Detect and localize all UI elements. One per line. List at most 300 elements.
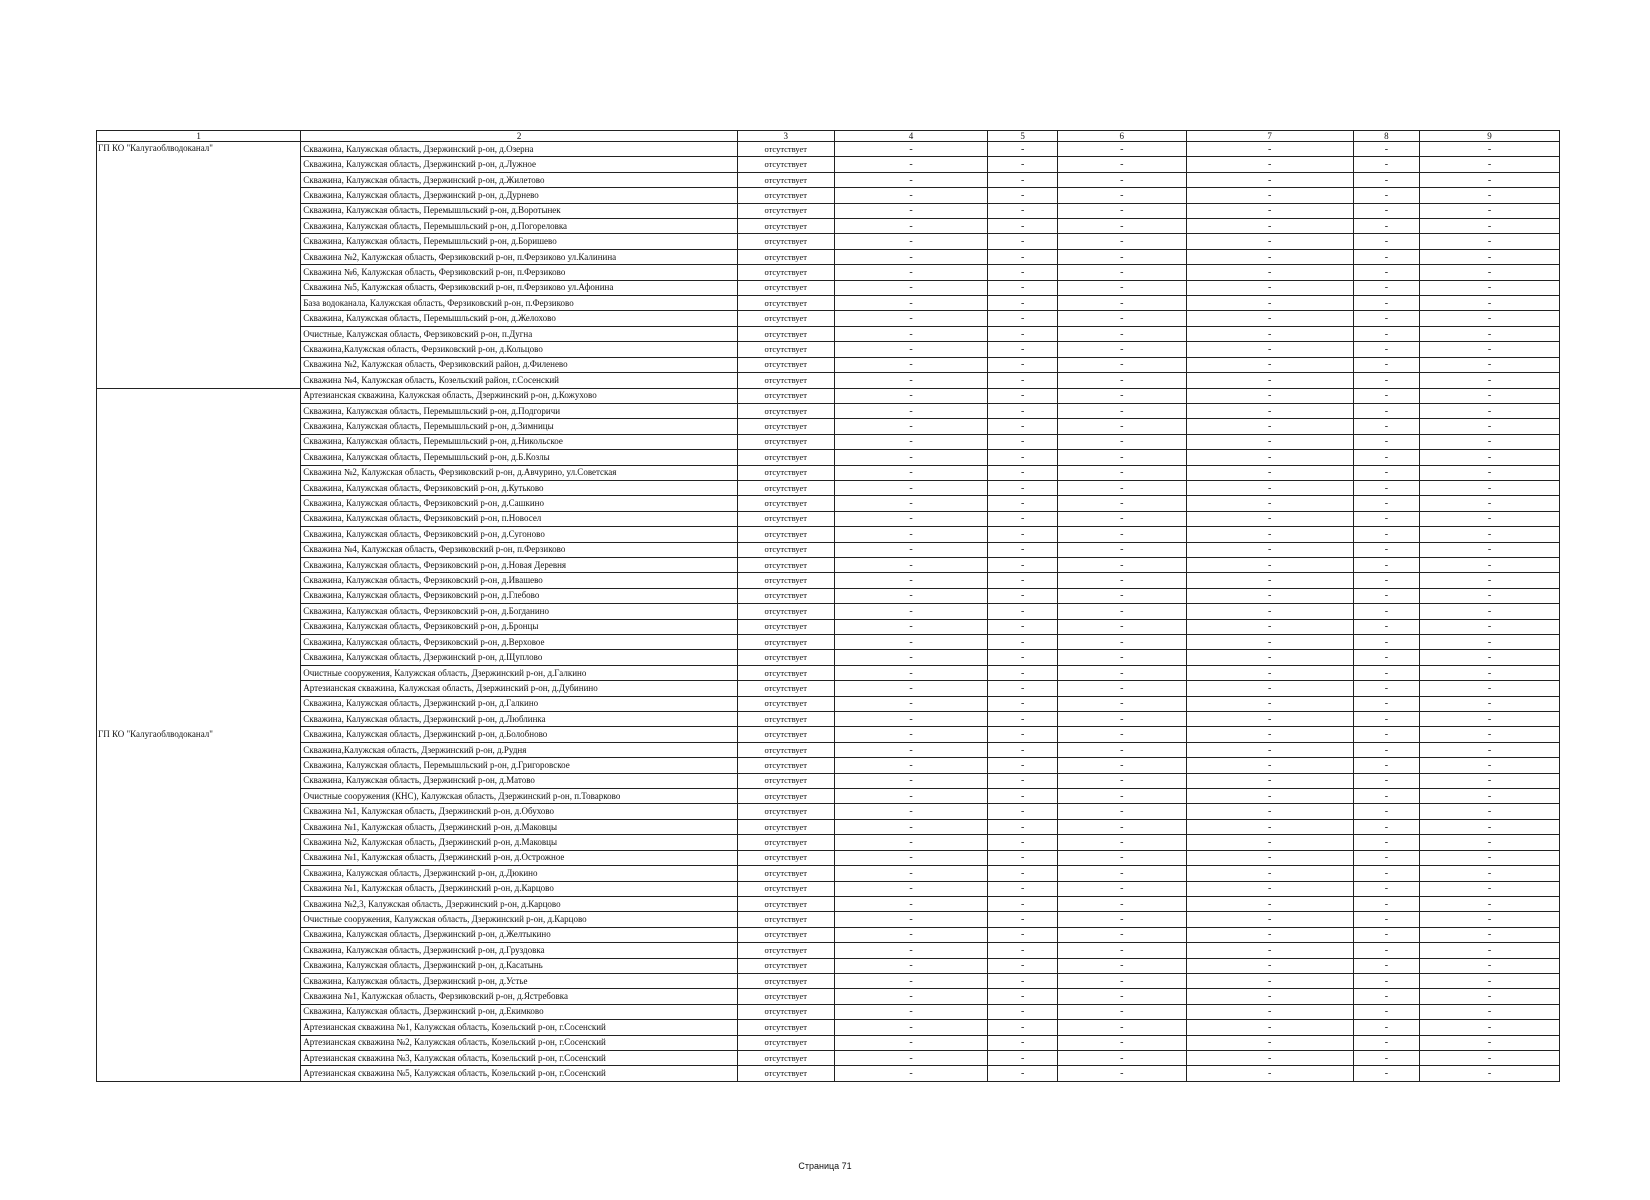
dash-cell-col6: - — [1057, 681, 1186, 696]
dash-cell-col9: - — [1420, 296, 1560, 311]
object-cell: Скважина №1, Калужская область, Дзержинский р-он, д.Острожное — [301, 850, 738, 865]
status-cell: отсутствует — [737, 326, 834, 341]
object-cell: Скважина №5, Калужская область, Ферзиковский р-он, п.Ферзиково ул.Афонина — [301, 280, 738, 295]
status-cell: отсутствует — [737, 958, 834, 973]
dash-cell-col8: - — [1353, 665, 1419, 680]
status-cell: отсутствует — [737, 480, 834, 495]
dash-cell-col6: - — [1057, 1035, 1186, 1050]
status-cell: отсутствует — [737, 403, 834, 418]
dash-cell-col6: - — [1057, 973, 1186, 988]
dash-cell-col8: - — [1353, 142, 1419, 157]
object-cell: Скважина №1, Калужская область, Ферзиковский р-он, д.Ястребовка — [301, 989, 738, 1004]
object-cell: Артезианская скважина №5, Калужская область, Козельский р-он, г.Сосенский — [301, 1066, 738, 1081]
status-cell: отсутствует — [737, 866, 834, 881]
object-cell: Скважина, Калужская область, Ферзиковский р-он, д.Богданино — [301, 604, 738, 619]
dash-cell-col8: - — [1353, 989, 1419, 1004]
status-cell: отсутствует — [737, 912, 834, 927]
dash-cell-col9: - — [1420, 635, 1560, 650]
dash-cell-col5: - — [988, 219, 1057, 234]
status-cell: отсутствует — [737, 989, 834, 1004]
status-cell: отсутствует — [737, 157, 834, 172]
dash-cell-col7: - — [1186, 496, 1353, 511]
dash-cell-col6: - — [1057, 665, 1186, 680]
table-row — [97, 419, 1560, 434]
dash-cell-col6: - — [1057, 989, 1186, 1004]
dash-cell-col6: - — [1057, 619, 1186, 634]
dash-cell-col9: - — [1420, 1066, 1560, 1081]
dash-cell-col4: - — [834, 357, 988, 372]
dash-cell-col4: - — [834, 326, 988, 341]
dash-cell-col7: - — [1186, 1066, 1353, 1081]
dash-cell-col9: - — [1420, 326, 1560, 341]
dash-cell-col7: - — [1186, 403, 1353, 418]
table-row — [97, 573, 1560, 588]
dash-cell-col5: - — [988, 927, 1057, 942]
header-cell-5: 5 — [988, 131, 1057, 142]
dash-cell-col5: - — [988, 573, 1057, 588]
dash-cell-col5: - — [988, 835, 1057, 850]
status-cell: отсутствует — [737, 712, 834, 727]
dash-cell-col9: - — [1420, 989, 1560, 1004]
dash-cell-col6: - — [1057, 434, 1186, 449]
dash-cell-col5: - — [988, 1035, 1057, 1050]
dash-cell-col4: - — [834, 1020, 988, 1035]
status-cell: отсутствует — [737, 773, 834, 788]
dash-cell-col7: - — [1186, 696, 1353, 711]
dash-cell-col8: - — [1353, 342, 1419, 357]
dash-cell-col4: - — [834, 234, 988, 249]
dash-cell-col6: - — [1057, 188, 1186, 203]
status-cell: отсутствует — [737, 1020, 834, 1035]
dash-cell-col5: - — [988, 265, 1057, 280]
dash-cell-col7: - — [1186, 804, 1353, 819]
dash-cell-col7: - — [1186, 450, 1353, 465]
table-row — [97, 249, 1560, 264]
dash-cell-col8: - — [1353, 1004, 1419, 1019]
table-row — [97, 265, 1560, 280]
dash-cell-col4: - — [834, 896, 988, 911]
dash-cell-col7: - — [1186, 557, 1353, 572]
dash-cell-col6: - — [1057, 650, 1186, 665]
status-cell: отсутствует — [737, 789, 834, 804]
status-cell: отсутствует — [737, 450, 834, 465]
dash-cell-col9: - — [1420, 542, 1560, 557]
object-cell: Скважина, Калужская область, Ферзиковский р-он, п.Новосел — [301, 511, 738, 526]
dash-cell-col8: - — [1353, 742, 1419, 757]
status-cell: отсутствует — [737, 373, 834, 388]
dash-cell-col4: - — [834, 635, 988, 650]
dash-cell-col6: - — [1057, 943, 1186, 958]
object-cell: Скважина, Калужская область, Дзержинский р-он, д.Дурнево — [301, 188, 738, 203]
dash-cell-col5: - — [988, 511, 1057, 526]
dash-cell-col6: - — [1057, 450, 1186, 465]
dash-cell-col6: - — [1057, 557, 1186, 572]
status-cell: отсутствует — [737, 1035, 834, 1050]
dash-cell-col6: - — [1057, 789, 1186, 804]
table-row — [97, 604, 1560, 619]
status-cell: отсутствует — [737, 219, 834, 234]
status-cell: отсутствует — [737, 542, 834, 557]
dash-cell-col8: - — [1353, 912, 1419, 927]
dash-cell-col7: - — [1186, 542, 1353, 557]
dash-cell-col5: - — [988, 881, 1057, 896]
dash-cell-col7: - — [1186, 681, 1353, 696]
dash-cell-col4: - — [834, 973, 988, 988]
table-row — [97, 989, 1560, 1004]
dash-cell-col8: - — [1353, 203, 1419, 218]
dash-cell-col7: - — [1186, 1004, 1353, 1019]
dash-cell-col4: - — [834, 696, 988, 711]
dash-cell-col9: - — [1420, 557, 1560, 572]
object-cell: Артезианская скважина, Калужская область, Дзержинский р-он, д.Кожухово — [301, 388, 738, 403]
dash-cell-col5: - — [988, 650, 1057, 665]
status-cell: отсутствует — [737, 234, 834, 249]
dash-cell-col8: - — [1353, 1020, 1419, 1035]
dash-cell-col9: - — [1420, 943, 1560, 958]
dash-cell-col6: - — [1057, 896, 1186, 911]
table-row — [97, 219, 1560, 234]
status-cell: отсутствует — [737, 1050, 834, 1065]
status-cell: отсутствует — [737, 588, 834, 603]
dash-cell-col7: - — [1186, 373, 1353, 388]
object-cell: Скважина №2,3, Калужская область, Дзержинский р-он, д.Карцово — [301, 896, 738, 911]
dash-cell-col8: - — [1353, 619, 1419, 634]
dash-cell-col6: - — [1057, 265, 1186, 280]
dash-cell-col9: - — [1420, 866, 1560, 881]
table-row — [97, 850, 1560, 865]
table-row — [97, 157, 1560, 172]
dash-cell-col8: - — [1353, 866, 1419, 881]
table-row — [97, 896, 1560, 911]
dash-cell-col8: - — [1353, 1050, 1419, 1065]
status-cell: отсутствует — [737, 943, 834, 958]
dash-cell-col9: - — [1420, 188, 1560, 203]
object-cell: Скважина, Калужская область, Дзержинский р-он, д.Жилетово — [301, 172, 738, 187]
dash-cell-col4: - — [834, 712, 988, 727]
dash-cell-col9: - — [1420, 496, 1560, 511]
table-row — [97, 943, 1560, 958]
dash-cell-col8: - — [1353, 249, 1419, 264]
dash-cell-col5: - — [988, 203, 1057, 218]
dash-cell-col6: - — [1057, 342, 1186, 357]
header-cell-3: 3 — [737, 131, 834, 142]
table-row — [97, 188, 1560, 203]
object-cell: Скважина,Калужская область, Дзержинский р-он, д.Рудня — [301, 742, 738, 757]
dash-cell-col9: - — [1420, 927, 1560, 942]
dash-cell-col8: - — [1353, 835, 1419, 850]
status-cell: отсутствует — [737, 665, 834, 680]
dash-cell-col7: - — [1186, 296, 1353, 311]
dash-cell-col9: - — [1420, 342, 1560, 357]
dash-cell-col5: - — [988, 1020, 1057, 1035]
table-row — [97, 1035, 1560, 1050]
dash-cell-col6: - — [1057, 958, 1186, 973]
dash-cell-col4: - — [834, 142, 988, 157]
dash-cell-col5: - — [988, 249, 1057, 264]
dash-cell-col6: - — [1057, 927, 1186, 942]
dash-cell-col5: - — [988, 789, 1057, 804]
dash-cell-col7: - — [1186, 342, 1353, 357]
dash-cell-col5: - — [988, 681, 1057, 696]
status-cell: отсутствует — [737, 604, 834, 619]
dash-cell-col9: - — [1420, 172, 1560, 187]
dash-cell-col9: - — [1420, 480, 1560, 495]
dash-cell-col9: - — [1420, 681, 1560, 696]
dash-cell-col9: - — [1420, 1035, 1560, 1050]
status-cell: отсутствует — [737, 311, 834, 326]
dash-cell-col7: - — [1186, 742, 1353, 757]
status-cell: отсутствует — [737, 280, 834, 295]
table-row — [97, 280, 1560, 295]
dash-cell-col7: - — [1186, 219, 1353, 234]
dash-cell-col7: - — [1186, 604, 1353, 619]
dash-cell-col5: - — [988, 142, 1057, 157]
dash-cell-col7: - — [1186, 142, 1353, 157]
object-cell: Скважина, Калужская область, Дзержинский р-он, д.Желтыкино — [301, 927, 738, 942]
table-row — [97, 773, 1560, 788]
dash-cell-col4: - — [834, 742, 988, 757]
dash-cell-col5: - — [988, 850, 1057, 865]
status-cell: отсутствует — [737, 142, 834, 157]
dash-cell-col6: - — [1057, 727, 1186, 742]
dash-cell-col9: - — [1420, 527, 1560, 542]
dash-cell-col4: - — [834, 465, 988, 480]
header-cell-1: 1 — [97, 131, 301, 142]
table-row — [97, 434, 1560, 449]
dash-cell-col9: - — [1420, 650, 1560, 665]
table-row — [97, 357, 1560, 372]
table-row — [97, 511, 1560, 526]
object-cell: Очистные, Калужская область, Ферзиковский р-он, п.Дугна — [301, 326, 738, 341]
table-row — [97, 819, 1560, 834]
dash-cell-col4: - — [834, 542, 988, 557]
dash-cell-col8: - — [1353, 511, 1419, 526]
dash-cell-col7: - — [1186, 758, 1353, 773]
status-cell: отсутствует — [737, 357, 834, 372]
dash-cell-col5: - — [988, 542, 1057, 557]
dash-cell-col7: - — [1186, 989, 1353, 1004]
dash-cell-col6: - — [1057, 527, 1186, 542]
dash-cell-col6: - — [1057, 142, 1186, 157]
status-cell: отсутствует — [737, 188, 834, 203]
table-row — [97, 912, 1560, 927]
dash-cell-col8: - — [1353, 465, 1419, 480]
dash-cell-col9: - — [1420, 465, 1560, 480]
dash-cell-col6: - — [1057, 172, 1186, 187]
dash-cell-col4: - — [834, 665, 988, 680]
dash-cell-col6: - — [1057, 712, 1186, 727]
dash-cell-col4: - — [834, 527, 988, 542]
organization-cell: ГП КО "Калугаоблводоканал" — [97, 142, 301, 389]
status-cell: отсутствует — [737, 742, 834, 757]
dash-cell-col9: - — [1420, 219, 1560, 234]
header-cell-2: 2 — [301, 131, 738, 142]
table-row — [97, 927, 1560, 942]
header-row — [97, 131, 1560, 142]
dash-cell-col4: - — [834, 157, 988, 172]
object-cell: Скважина, Калужская область, Ферзиковский р-он, д.Кутьково — [301, 480, 738, 495]
dash-cell-col5: - — [988, 943, 1057, 958]
dash-cell-col8: - — [1353, 927, 1419, 942]
dash-cell-col9: - — [1420, 203, 1560, 218]
dash-cell-col6: - — [1057, 296, 1186, 311]
dash-cell-col7: - — [1186, 727, 1353, 742]
dash-cell-col4: - — [834, 773, 988, 788]
object-cell: Скважина, Калужская область, Дзержинский р-он, д.Щуплово — [301, 650, 738, 665]
status-cell: отсутствует — [737, 249, 834, 264]
dash-cell-col4: - — [834, 311, 988, 326]
dash-cell-col5: - — [988, 866, 1057, 881]
dash-cell-col9: - — [1420, 881, 1560, 896]
dash-cell-col6: - — [1057, 480, 1186, 495]
table-row — [97, 311, 1560, 326]
dash-cell-col5: - — [988, 1004, 1057, 1019]
dash-cell-col7: - — [1186, 1050, 1353, 1065]
dash-cell-col5: - — [988, 712, 1057, 727]
table-row — [97, 373, 1560, 388]
dash-cell-col6: - — [1057, 203, 1186, 218]
dash-cell-col8: - — [1353, 712, 1419, 727]
dash-cell-col9: - — [1420, 588, 1560, 603]
object-cell: Артезианская скважина, Калужская область, Дзержинский р-он, д.Дубинино — [301, 681, 738, 696]
dash-cell-col8: - — [1353, 496, 1419, 511]
object-cell: Скважина №4, Калужская область, Козельский район, г.Сосенский — [301, 373, 738, 388]
dash-cell-col8: - — [1353, 480, 1419, 495]
dash-cell-col7: - — [1186, 819, 1353, 834]
dash-cell-col8: - — [1353, 296, 1419, 311]
dash-cell-col9: - — [1420, 665, 1560, 680]
object-cell: Скважина, Калужская область, Перемышльский р-он, д.Зимницы — [301, 419, 738, 434]
dash-cell-col7: - — [1186, 280, 1353, 295]
dash-cell-col4: - — [834, 1066, 988, 1081]
status-cell: отсутствует — [737, 557, 834, 572]
table-row — [97, 588, 1560, 603]
dash-cell-col8: - — [1353, 773, 1419, 788]
status-cell: отсутствует — [737, 881, 834, 896]
dash-cell-col6: - — [1057, 912, 1186, 927]
dash-cell-col8: - — [1353, 434, 1419, 449]
dash-cell-col5: - — [988, 758, 1057, 773]
dash-cell-col8: - — [1353, 588, 1419, 603]
dash-cell-col9: - — [1420, 727, 1560, 742]
status-cell: отсутствует — [737, 342, 834, 357]
dash-cell-col4: - — [834, 172, 988, 187]
dash-cell-col5: - — [988, 619, 1057, 634]
dash-cell-col8: - — [1353, 650, 1419, 665]
dash-cell-col9: - — [1420, 280, 1560, 295]
dash-cell-col5: - — [988, 804, 1057, 819]
dash-cell-col9: - — [1420, 712, 1560, 727]
object-cell: Скважина, Калужская область, Ферзиковский р-он, д.Глебово — [301, 588, 738, 603]
table-row — [97, 234, 1560, 249]
dash-cell-col8: - — [1353, 188, 1419, 203]
header-cell-7: 7 — [1186, 131, 1353, 142]
status-cell: отсутствует — [737, 511, 834, 526]
dash-cell-col9: - — [1420, 912, 1560, 927]
dash-cell-col4: - — [834, 835, 988, 850]
object-cell: Скважина, Калужская область, Перемышльский р-он, д.Б.Козлы — [301, 450, 738, 465]
dash-cell-col9: - — [1420, 142, 1560, 157]
table-row — [97, 635, 1560, 650]
dash-cell-col9: - — [1420, 742, 1560, 757]
dash-cell-col9: - — [1420, 773, 1560, 788]
dash-cell-col4: - — [834, 434, 988, 449]
header-cell-9: 9 — [1420, 131, 1560, 142]
table-row — [97, 665, 1560, 680]
dash-cell-col6: - — [1057, 280, 1186, 295]
object-cell: Скважина, Калужская область, Перемышльский р-он, д.Никольское — [301, 434, 738, 449]
dash-cell-col7: - — [1186, 773, 1353, 788]
object-cell: Скважина №2, Калужская область, Ферзиковский район, д.Филенево — [301, 357, 738, 372]
table-row — [97, 403, 1560, 418]
dash-cell-col6: - — [1057, 1050, 1186, 1065]
dash-cell-col5: - — [988, 1050, 1057, 1065]
dash-cell-col6: - — [1057, 326, 1186, 341]
table-row — [97, 496, 1560, 511]
dash-cell-col7: - — [1186, 188, 1353, 203]
dash-cell-col5: - — [988, 588, 1057, 603]
dash-cell-col5: - — [988, 958, 1057, 973]
dash-cell-col6: - — [1057, 773, 1186, 788]
dash-cell-col9: - — [1420, 450, 1560, 465]
table-row — [97, 1050, 1560, 1065]
dash-cell-col5: - — [988, 496, 1057, 511]
status-cell: отсутствует — [737, 804, 834, 819]
dash-cell-col8: - — [1353, 1066, 1419, 1081]
dash-cell-col7: - — [1186, 465, 1353, 480]
object-cell: Скважина, Калужская область, Дзержинский р-он, д.Екимково — [301, 1004, 738, 1019]
dash-cell-col9: - — [1420, 804, 1560, 819]
status-cell: отсутствует — [737, 896, 834, 911]
dash-cell-col9: - — [1420, 604, 1560, 619]
dash-cell-col6: - — [1057, 819, 1186, 834]
dash-cell-col5: - — [988, 465, 1057, 480]
status-cell: отсутствует — [737, 265, 834, 280]
dash-cell-col8: - — [1353, 1035, 1419, 1050]
dash-cell-col9: - — [1420, 819, 1560, 834]
dash-cell-col6: - — [1057, 234, 1186, 249]
dash-cell-col8: - — [1353, 943, 1419, 958]
dash-cell-col5: - — [988, 557, 1057, 572]
status-cell: отсутствует — [737, 172, 834, 187]
dash-cell-col8: - — [1353, 604, 1419, 619]
dash-cell-col9: - — [1420, 265, 1560, 280]
dash-cell-col9: - — [1420, 388, 1560, 403]
table-row — [97, 172, 1560, 187]
table-row — [97, 789, 1560, 804]
object-cell: Скважина, Калужская область, Перемышльский р-он, д.Боришево — [301, 234, 738, 249]
object-cell: Скважина, Калужская область, Дзержинский р-он, д.Устье — [301, 973, 738, 988]
dash-cell-col5: - — [988, 311, 1057, 326]
dash-cell-col4: - — [834, 450, 988, 465]
status-cell: отсутствует — [737, 635, 834, 650]
dash-cell-col4: - — [834, 989, 988, 1004]
dash-cell-col4: - — [834, 249, 988, 264]
dash-cell-col7: - — [1186, 311, 1353, 326]
table-body — [97, 131, 1560, 1082]
dash-cell-col5: - — [988, 450, 1057, 465]
dash-cell-col4: - — [834, 296, 988, 311]
dash-cell-col4: - — [834, 819, 988, 834]
table-row — [97, 465, 1560, 480]
dash-cell-col4: - — [834, 604, 988, 619]
dash-cell-col5: - — [988, 388, 1057, 403]
dash-cell-col6: - — [1057, 758, 1186, 773]
dash-cell-col7: - — [1186, 958, 1353, 973]
object-cell: Скважина, Калужская область, Ферзиковский р-он, д.Верховое — [301, 635, 738, 650]
dash-cell-col7: - — [1186, 973, 1353, 988]
table-row — [97, 388, 1560, 403]
